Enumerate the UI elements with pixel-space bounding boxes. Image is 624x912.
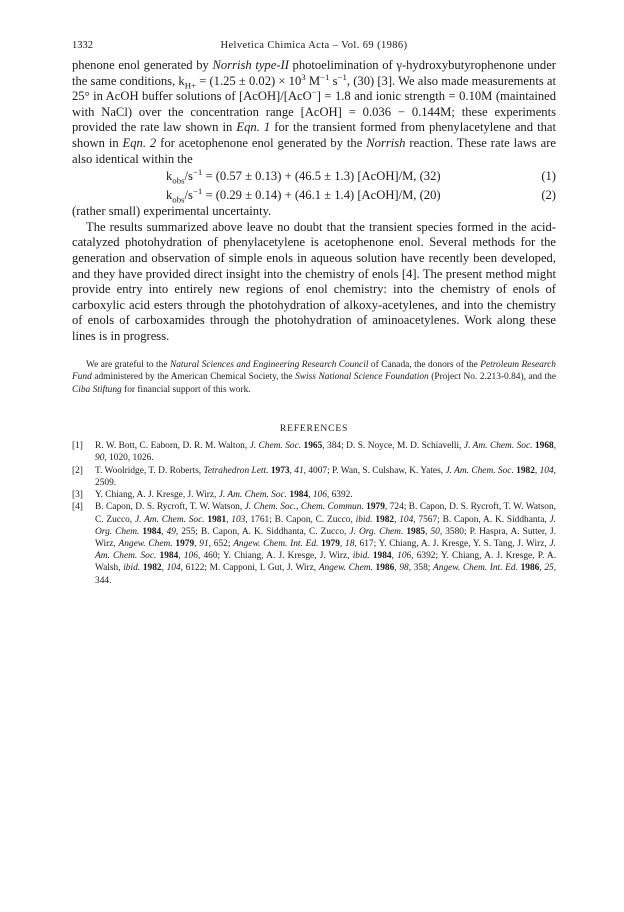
body-text bbox=[72, 58, 556, 345]
reference-number: [2] bbox=[72, 465, 83, 476]
journal-page bbox=[72, 40, 556, 587]
paragraph-1: phenone enol generated by Norrish type-II photoelimination of γ-hydroxybutyrophenone under the same conditions, $k_{H+} = (1.25 \pm 0.02) \times 10^3$ $M^{-1}$ $s^{-1}$, (30) [3]. We also made measurements at 25° in AcOH buffer solutions of [AcOH]/[AcO−] = 1.8 and ionic strength = 0.10M (maintained with NaCl) over the concentration range [AcOH] = 0.036 − 0.144M; these experiments provided the rate law shown in Eqn. 1 for the transient formed from phenylacetylene and that shown in Eqn. 2 for acetophenone enol generated by the Norrish reaction. These rate laws are also identical within the bbox=[72, 58, 557, 166]
acknowledgement: We are grateful to the Natural Sciences and Engineering Research Council of Canada, the donors of the Petroleum Research Fund administered by the American Chemical Society, the Swiss National Science Foundation (Project No. 2.213-0.84), and the Ciba Stiftung for financial support of this work. bbox=[72, 359, 556, 395]
reference-text: T. Woolridge, T. D. Roberts, Tetrahedron Lett. 1973, 41, 4007; P. Wan, S. Culshaw, K. Yates, J. Am. Chem. Soc. 1982, 104, 2509. bbox=[95, 465, 557, 488]
reference-number: [4] bbox=[72, 502, 83, 513]
reference-item bbox=[72, 501, 556, 586]
reference-number: [3] bbox=[72, 490, 83, 501]
equation-2-number: (2) bbox=[541, 187, 556, 202]
page-number: 1332 bbox=[72, 40, 93, 51]
equation-1-expression: $k_{obs}/s^{-1} = (0.57 \pm 0.13) + (46.5 \pm 1.3)$ [AcOH]/M, (32) bbox=[166, 166, 441, 186]
reference-text: B. Capon, D. S. Rycroft, T. W. Watson, J. Chem. Soc., Chem. Commun. 1979, 724; B. Capon, D. S. Rycroft, T. W. Watson, C. Zucco, J. Am. Chem. Soc. 1981, 103, 1761; B. Capon, C. Zucco, ibid. 1982, 104, 7567; B. Capon, A. K. Siddhanta, J. Org. Chem. 1984, 49, 255; B. Capon, A. K. Siddhanta, C. Zucco, J. Org. Chem. 1985, 50, 3580; P. Haspra, A. Sutter, J. Wirz, Angew. Chem. 1979, 91, 652; Angew. Chem. Int. Ed. 1979, 18, 617; Y. Chiang, A. J. Kresge, Y. S. Tang, J. Wirz, J. Am. Chem. Soc. 1984, 106, 460; Y. Chiang, A. J. Kresge, J. Wirz, ibid. 1984, 106, 6392; Y. Chiang, A. J. Kresge, P. A. Walsh, ibid. 1982, 104, 6122; M. Capponi, I. Gut, J. Wirz, Angew. Chem. 1986, 98, 358; Angew. Chem. Int. Ed. 1986, 25, 344. bbox=[95, 502, 557, 586]
reference-text: Y. Chiang, A. J. Kresge, J. Wirz, J. Am. Chem. Soc. 1984, 106, 6392. bbox=[95, 490, 353, 501]
reference-text: R. W. Bott, C. Eaborn, D. R. M. Walton, J. Chem. Soc. 1965, 384; D. S. Noyce, M. D. Schiavelli, J. Am. Chem. Soc. 1968, 90, 1020, 1026. bbox=[95, 441, 557, 464]
journal-title: Helvetica Chimica Acta – Vol. 69 (1986) bbox=[220, 40, 408, 51]
equation-1 bbox=[72, 167, 556, 186]
reference-item bbox=[72, 465, 556, 489]
running-header bbox=[72, 40, 556, 56]
reference-item bbox=[72, 489, 556, 501]
references-heading: REFERENCES bbox=[279, 423, 349, 435]
reference-number: [1] bbox=[72, 441, 83, 452]
equation-2 bbox=[72, 186, 556, 205]
reference-list bbox=[72, 440, 556, 586]
equation-2-expression: $k_{obs}/s^{-1} = (0.29 \pm 0.14) + (46.1 \pm 1.4)$ [AcOH]/M, (20) bbox=[166, 185, 441, 205]
reference-item bbox=[72, 440, 556, 464]
paragraph-2: (rather small) experimental uncertainty. bbox=[72, 204, 272, 219]
paragraph-3: The results summarized above leave no doubt that the transient species formed in the acid-catalyzed photohydration of phenylacetylene is acetophenone enol. Several methods for the generation and observation of simple enols in aqueous solution have recently been developed, and they have provided direct insight into the chemistry of enols [4]. The present method might provide entry into entirely new regions of enol chemistry: into the chemistry of enols of carboxylic acid esters through the photohydration of alkoxy-acetylenes, and into the chemistry of enols of carboxamides through the photohydration of aminoacetylenes. Work along these lines is in progress. bbox=[72, 219, 556, 343]
equation-1-number: (1) bbox=[541, 169, 556, 184]
